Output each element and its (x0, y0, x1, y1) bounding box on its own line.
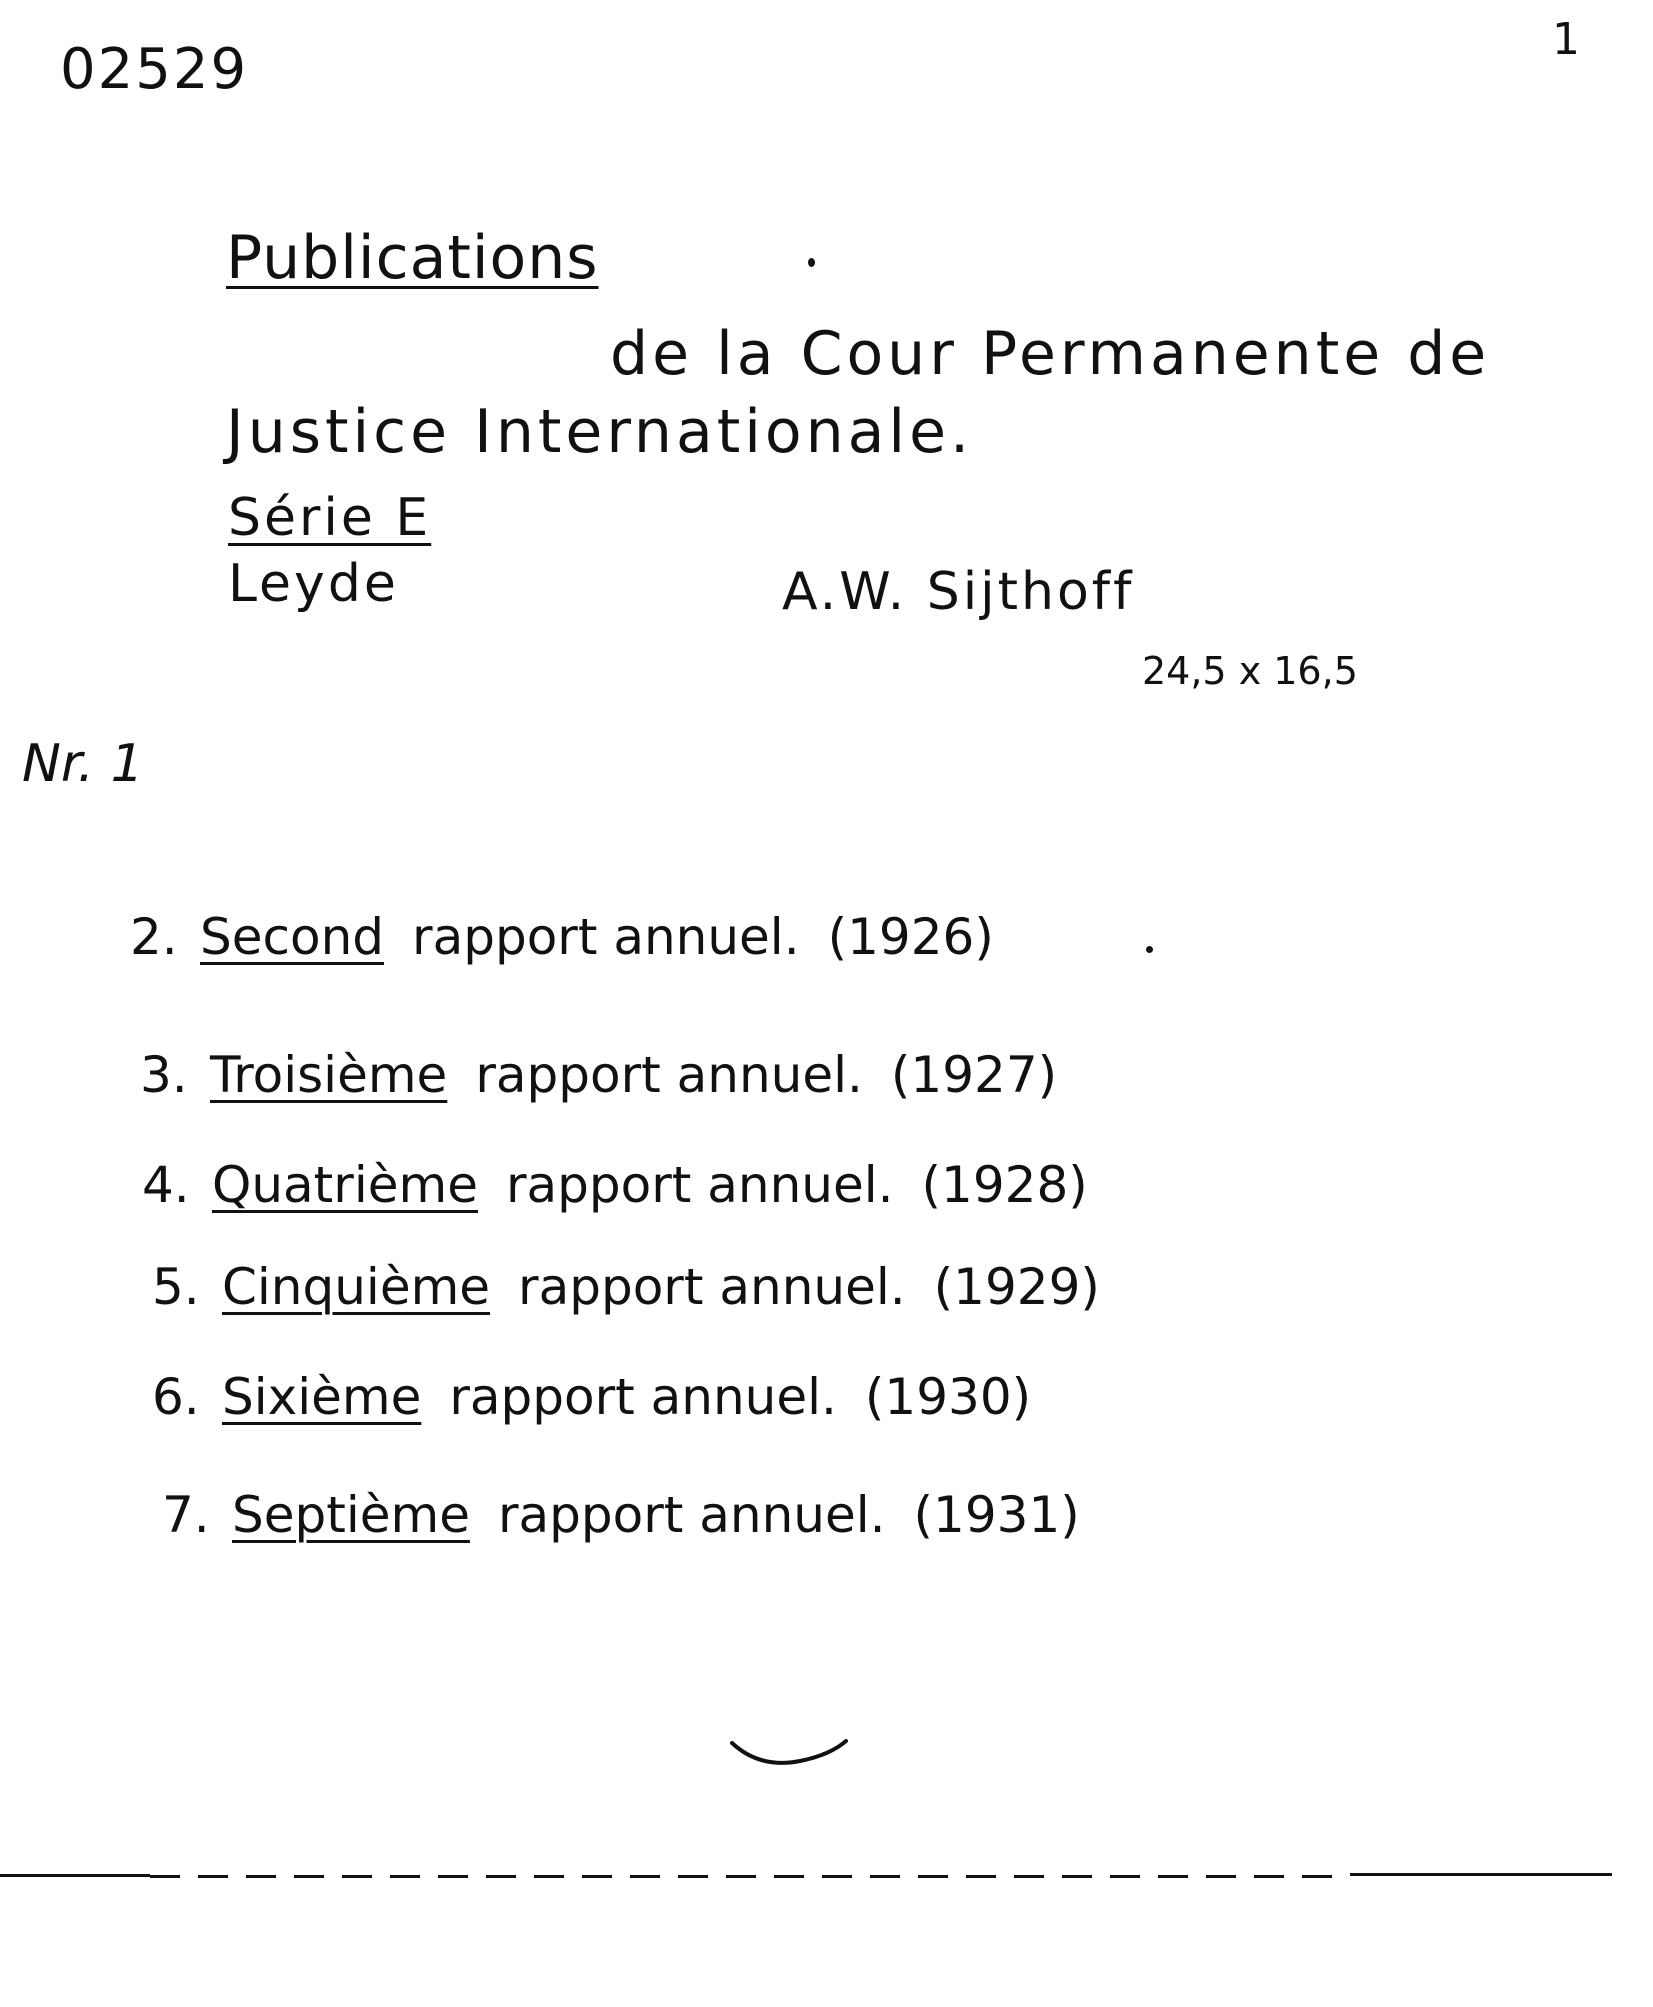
title-line-2: de la Cour Permanente de (610, 319, 1491, 389)
entry-text: rapport annuel. (449, 1368, 837, 1426)
entry-year: (1931) (913, 1486, 1080, 1544)
entry-text: rapport annuel. (475, 1046, 863, 1104)
entry-number: 2. (130, 908, 178, 966)
entry-number: 3. (140, 1046, 188, 1104)
entry-ordinal: Troisième (210, 1046, 448, 1104)
list-item (140, 1046, 1058, 1104)
list-item (130, 908, 994, 966)
first-number-label: Nr. 1 (22, 734, 144, 794)
entry-text: rapport annuel. (497, 1486, 886, 1544)
entry-year: (1930) (864, 1368, 1032, 1426)
entry-year: (1929) (933, 1258, 1100, 1316)
list-item (152, 1258, 1100, 1316)
entry-number: 6. (152, 1368, 200, 1426)
entry-year: (1926) (827, 908, 994, 966)
ink-dot (1146, 946, 1153, 953)
entry-text: rapport annuel. (518, 1258, 906, 1316)
bottom-rule-left (0, 1874, 150, 1877)
publisher-label: A.W. Sijthoff (782, 562, 1135, 622)
series-label: Série E (228, 488, 432, 548)
entry-number: 5. (152, 1258, 200, 1316)
entry-ordinal: Second (200, 908, 385, 966)
ink-swoosh (730, 1735, 850, 1775)
page-number: 1 (1552, 14, 1580, 65)
entry-year: (1927) (890, 1046, 1058, 1104)
place-label: Leyde (228, 554, 399, 614)
bottom-rule-dashed (150, 1875, 1350, 1878)
list-item (162, 1486, 1080, 1544)
entry-ordinal: Sixième (222, 1368, 422, 1426)
ink-speck (808, 258, 815, 267)
entry-ordinal: Cinquième (222, 1258, 491, 1316)
entry-number: 4. (142, 1156, 190, 1214)
size-label: 24,5 x 16,5 (1142, 649, 1358, 693)
entry-text: rapport annuel. (412, 908, 800, 966)
catalog-number: 02529 (60, 37, 249, 102)
entry-ordinal: Quatrième (212, 1156, 478, 1214)
entry-number: 7. (162, 1486, 210, 1544)
title-line-3: Justice Internationale. (226, 397, 974, 467)
bottom-rule-right (1350, 1873, 1612, 1876)
entry-ordinal: Septième (232, 1486, 470, 1544)
entry-year: (1928) (921, 1156, 1088, 1214)
list-item (142, 1156, 1088, 1214)
list-item (152, 1368, 1032, 1426)
title-word: Publications (226, 223, 599, 293)
entry-text: rapport annuel. (505, 1156, 894, 1214)
